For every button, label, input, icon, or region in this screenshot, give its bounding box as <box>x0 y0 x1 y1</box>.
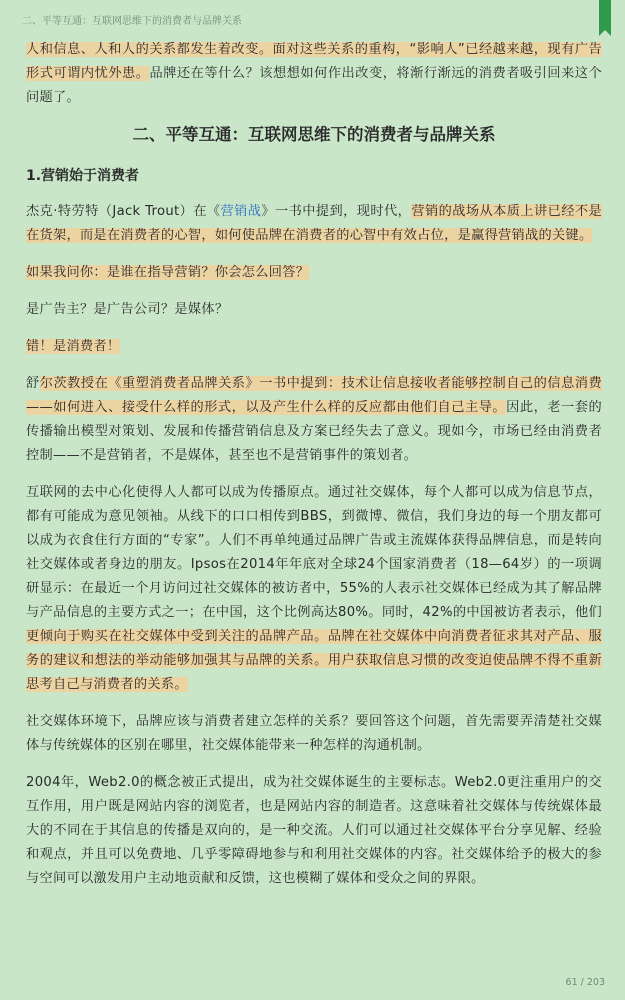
highlight[interactable]: 人和信息、人和人的关系都发生着改变。面对这些关系的重构，“影响人”已经越来越，现有广告形式可谓内忧外患。 <box>26 42 602 81</box>
highlight[interactable]: 错！是消费者！ <box>26 339 121 354</box>
paragraph-intro <box>26 38 602 110</box>
paragraph-guess: 是广告主？是广告公司？是媒体？ <box>26 302 229 317</box>
paragraph-social-media: 社交媒体环境下，品牌应该与消费者建立怎样的关系？要回答这个问题，首先需要弄清楚社交媒体与传统媒体的区别在哪里，社交媒体能带来一种怎样的沟通机制。 <box>26 714 602 753</box>
running-header: 二、平等互通：互联网思维下的消费者与品牌关系 <box>22 16 242 27</box>
subsection-title: 1.营销始于消费者 <box>26 168 140 184</box>
text-run: 舒 <box>26 376 40 391</box>
paragraph-trout <box>26 200 602 248</box>
paragraph-question <box>26 261 602 285</box>
text-run: 杰克·特劳特（Jack Trout）在《 <box>26 204 221 219</box>
highlight[interactable]: 营销的战场从本质上讲已经不是在货架，而是在消费者的心智，如何使品牌在消费者的心智中有效占位，是赢得营销战的关键。 <box>26 204 602 243</box>
highlight[interactable]: 更倾向于购买在社交媒体中受到关注的品牌产品。品牌在社交媒体中向消费者征求其对产品、服务的建议和想法的举动能够加强其与品牌的关系。用户获取信息习惯的改变迫使品牌不得不重新思考自己与消费者的关系。 <box>26 629 602 692</box>
paragraph-schultz <box>26 372 602 468</box>
text-run: 因此，老一套的传播输出模型对策划、发展和传播营销信息及方案已经失去了意义。现如今，市场已经由消费者控制——不是营销者，不是媒体，甚至也不是营销事件的策划者。 <box>26 400 602 463</box>
highlight[interactable]: 如果我问你：是谁在指导营销？你会怎么回答？ <box>26 265 310 280</box>
text-run: 》一书中提到，现时代， <box>261 204 412 219</box>
book-link[interactable]: 营销战 <box>220 204 262 219</box>
paragraph-answer <box>26 335 602 359</box>
highlight[interactable]: 尔茨教授在《重塑消费者品牌关系》一书中提到：技术让信息接收者能够控制自己的信息消费——如何进入、接受什么样的形式，以及产生什么样的反应都由他们自己主导。 <box>26 376 603 415</box>
text-run: 互联网的去中心化使得人人都可以成为传播原点。通过社交媒体，每个人都可以成为信息节点，都有可能成为意见领袖。从线下的口口相传到BBS，到微博、微信，我们身边的每一个朋友都可以成为衣食住行方面的“专家”。人们不再单纯通过品牌广告或主流媒体获得品牌信息，而是转向社交媒体或者身边的朋友。Ipsos在2014年年底对全球24个国家消费者（18—64岁）的一项调研显示：在最近一个月访问过社交媒体的被访者中，55%的人表示社交媒体已经成为其了解品牌与产品信息的主要方式之一；在中国，这个比例高达80%。同时，42%的中国被访者表示，他们 <box>26 485 602 620</box>
paragraph-web20: 2004年，Web2.0的概念被正式提出，成为社交媒体诞生的主要标志。Web2.0更注重用户的交互作用，用户既是网站内容的浏览者，也是网站内容的制造者。这意味着社交媒体与传统媒体最大的不同在于其信息的传播是双向的，是一种交流。人们可以通过社交媒体平台分享见解、经验和观点，并且可以免费地、几乎零障碍地参与和利用社交媒体的内容。社交媒体给予的极大的参与空间可以激发用户主动地贡献和反馈，这也模糊了媒体和受众之间的界限。 <box>26 775 602 886</box>
paragraph-decentralization <box>26 481 602 697</box>
section-title: 二、平等互通：互联网思维下的消费者与品牌关系 <box>132 125 496 144</box>
text-run: 品牌还在等什么？该想想如何作出改变，将渐行渐远的消费者吸引回来这个问题了。 <box>26 66 602 105</box>
page-content <box>26 38 602 904</box>
bookmark-icon[interactable] <box>599 0 611 30</box>
page-number: 61 / 203 <box>565 977 605 988</box>
